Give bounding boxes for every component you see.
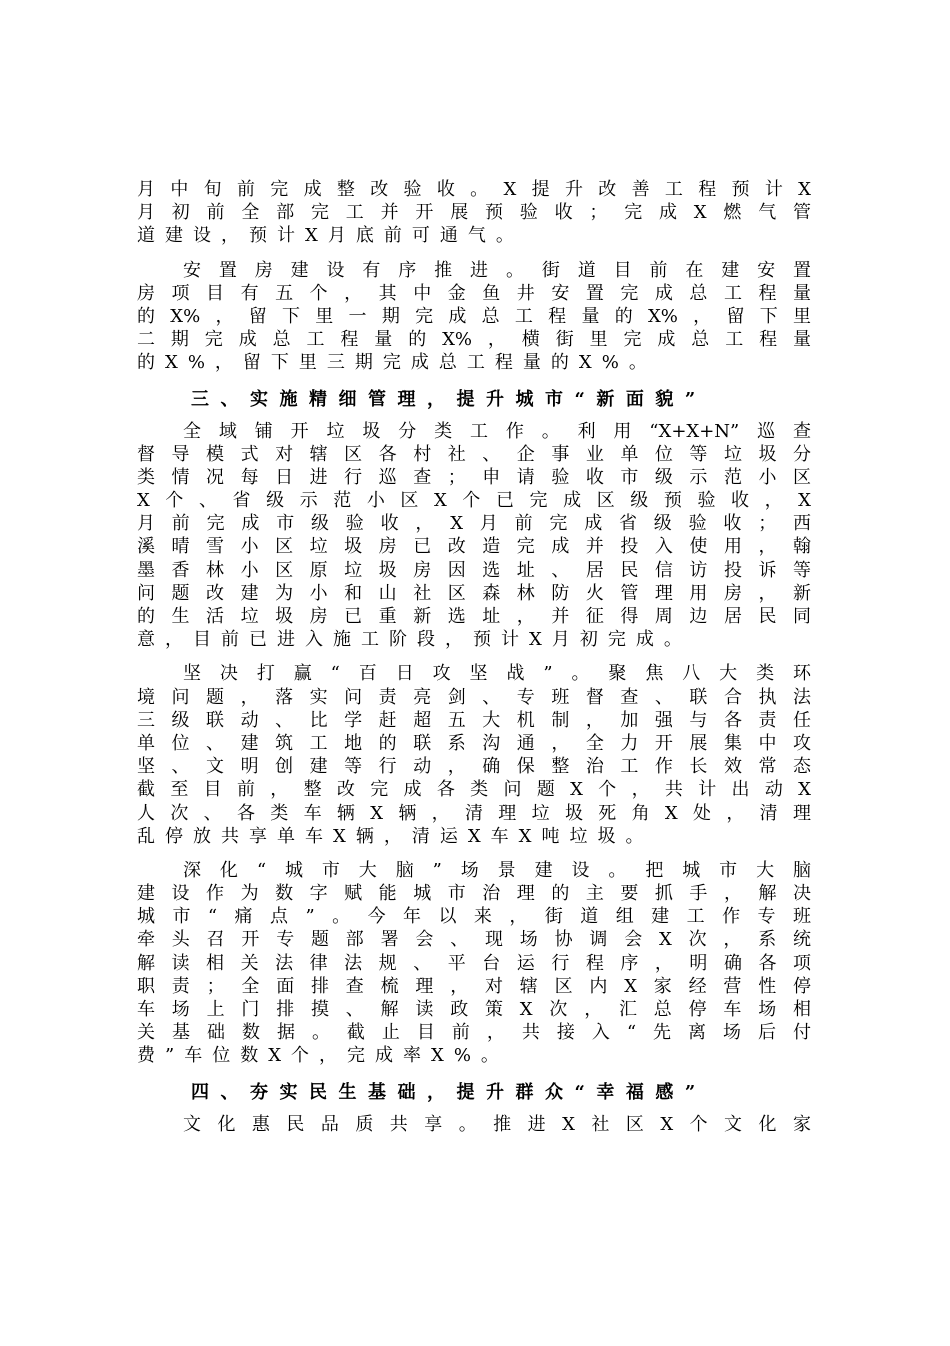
text-line: 关基础数据。截止目前，共接入“先离场后付: [137, 1022, 811, 1044]
text-line: 的X%，留下里一期完成总工程量的X%，留下里: [137, 305, 811, 327]
text-line: 墨香林小区原垃圾房因选址、居民信访投诉等: [137, 559, 811, 581]
text-line: 坚决打赢“百日攻坚战”。聚焦八大类环: [183, 663, 811, 685]
text-line: 文化惠民品质共享。推进X社区X个文化家: [183, 1113, 811, 1135]
text-line: 道建设，预计X月底前可通气。: [137, 225, 524, 247]
text-line: 建设作为数字赋能城市治理的主要抓手，解决: [137, 883, 811, 905]
paragraph-city-brain: [137, 859, 811, 1068]
text-line: 单位、建筑工地的联系沟通，全力开展集中攻: [137, 732, 811, 754]
text-line: 境问题，落实问责亮剑、专班督查、联合执法: [137, 686, 811, 708]
text-line: 城市“痛点”。今年以来，街道组建工作专班: [137, 906, 811, 928]
text-line: 截至目前，整改完成各类问题X个，共计出动X: [137, 779, 811, 801]
text-line: X个、省级示范小区X个已完成区级预验收，X: [137, 490, 811, 512]
text-line: 房项目有五个，其中金鱼井安置完成总工程量: [137, 282, 811, 304]
paragraph-hundred-day-campaign: [137, 662, 811, 848]
paragraph-resettlement-housing: [137, 259, 811, 375]
paragraph-cultural-benefits: [137, 1113, 811, 1136]
text-line: 月前完成市级验收，X月前完成省级验收；西: [137, 513, 811, 535]
section-heading-four: 四、夯实民生基础，提升群众“幸福感”: [191, 1081, 707, 1103]
text-line: 全域铺开垃圾分类工作。利用“X+X+N”巡查: [183, 420, 811, 442]
text-line: 费”车位数X个，完成率X%。: [137, 1045, 509, 1067]
paragraph-garbage-sorting: [137, 420, 811, 652]
text-line: 意，目前已进入施工阶段，预计X月初完成。: [137, 629, 692, 651]
text-line: 类情况每日进行巡查；申请验收市级示范小区: [137, 466, 811, 488]
text-line: 乱停放共享单车X辆，清运X车X吨垃圾。: [137, 825, 654, 847]
text-line: 车场上门排摸、解读政策X次，汇总停车场相: [137, 999, 811, 1020]
text-line: 溪晴雪小区垃圾房已改造完成并投入使用，翰: [137, 536, 811, 558]
text-line: 月初前全部完工并开展预验收；完成X燃气管: [137, 202, 811, 224]
text-line: 人次、各类车辆X辆，清理垃圾死角X处，清理: [137, 802, 811, 824]
text-line: 牵头召开专题部署会、现场协调会X次，系统: [137, 929, 811, 951]
text-line: 问题改建为小和山社区森林防火管理用房，新: [137, 582, 811, 604]
paragraph-continuation: [137, 178, 811, 248]
section-heading-three: 三、实施精细管理，提升城市“新面貌”: [191, 388, 707, 410]
text-line: 月中旬前完成整改验收。X提升改善工程预计X: [137, 179, 811, 200]
text-line: 解读相关法律法规、平台运行程序，明确各项: [137, 952, 811, 974]
text-line: 职责；全面排查梳理，对辖区内X家经营性停: [137, 975, 811, 997]
text-line: 深化“城市大脑”场景建设。把城市大脑: [183, 859, 811, 881]
text-line: 安置房建设有序推进。街道目前在建安置: [183, 259, 811, 281]
document-page: [137, 178, 811, 1147]
text-line: 坚、文明创建等行动，确保整治工作长效常态: [137, 756, 811, 778]
text-line: 的生活垃圾房已重新选址，并征得周边居民同: [137, 606, 811, 627]
text-line: 三级联动、比学赶超五大机制，加强与各责任: [137, 709, 811, 731]
text-line: 二期完成总工程量的X%，横街里完成总工程量: [137, 329, 811, 351]
text-line: 的X%，留下里三期完成总工程量的X%。: [137, 352, 657, 374]
text-line: 督导模式对辖区各村社、企事业单位等垃圾分: [137, 443, 811, 465]
